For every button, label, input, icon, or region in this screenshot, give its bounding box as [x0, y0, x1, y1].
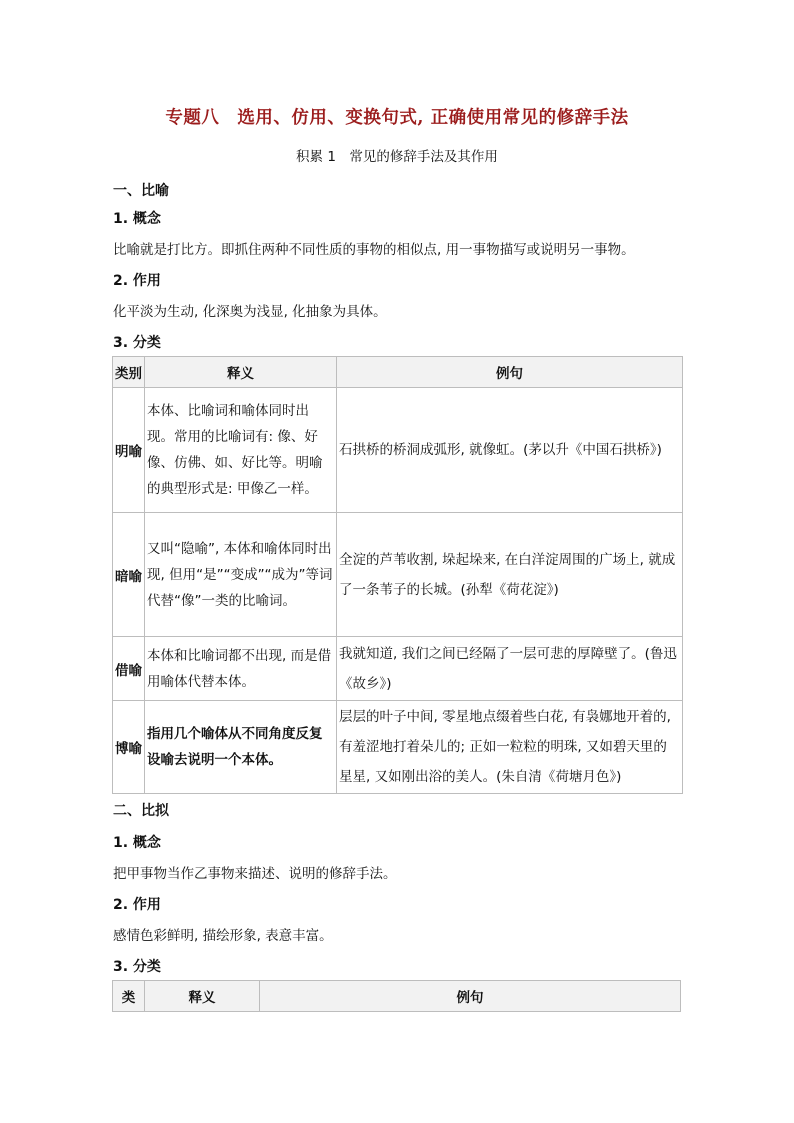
table-header-row — [113, 357, 683, 388]
table-header-category: 类别 — [113, 357, 145, 388]
table-row — [113, 513, 683, 637]
section-heading-personification: 二、比拟 — [113, 803, 169, 819]
concept-text: 把甲事物当作乙事物来描述、说明的修辞手法。 — [113, 866, 397, 882]
row-example: 石拱桥的桥洞成弧形, 就像虹。(茅以升《中国石拱桥》) — [337, 388, 683, 513]
table-header-definition: 释义 — [145, 357, 337, 388]
section-heading-metaphor: 一、比喻 — [113, 183, 169, 199]
row-example: 全淀的芦苇收割, 垛起垛来, 在白洋淀周围的广场上, 就成了一条苇子的长城。(孙犁《荷花淀》) — [337, 513, 683, 637]
personification-table — [112, 980, 681, 1012]
row-category: 明喻 — [113, 388, 145, 513]
function-text: 感情色彩鲜明, 描绘形象, 表意丰富。 — [113, 928, 333, 944]
row-definition: 指用几个喻体从不同角度反复设喻去说明一个本体。 — [145, 701, 337, 794]
concept-heading: 1. 概念 — [113, 835, 161, 851]
table-row — [113, 701, 683, 794]
concept-heading: 1. 概念 — [113, 211, 161, 227]
classify-heading: 3. 分类 — [113, 959, 161, 975]
row-example: 我就知道, 我们之间已经隔了一层可悲的厚障壁了。(鲁迅《故乡》) — [337, 637, 683, 701]
metaphor-table — [112, 356, 683, 794]
concept-text: 比喻就是打比方。即抓住两种不同性质的事物的相似点, 用一事物描写或说明另一事物。 — [113, 242, 635, 258]
table-header-row — [113, 981, 681, 1012]
function-heading: 2. 作用 — [113, 897, 161, 913]
page-title: 专题八 选用、仿用、变换句式, 正确使用常见的修辞手法 — [165, 108, 629, 128]
row-category: 借喻 — [113, 637, 145, 701]
page-subtitle: 积累 1 常见的修辞手法及其作用 — [296, 149, 498, 165]
function-text: 化平淡为生动, 化深奥为浅显, 化抽象为具体。 — [113, 304, 387, 320]
function-heading: 2. 作用 — [113, 273, 161, 289]
table-header-example: 例句 — [260, 981, 681, 1012]
table-header-definition: 释义 — [145, 981, 260, 1012]
row-example: 层层的叶子中间, 零星地点缀着些白花, 有袅娜地开着的, 有羞涩地打着朵儿的; 正如一粒粒的明珠, 又如碧天里的星星, 又如刚出浴的美人。(朱自清《荷塘月色》) — [337, 701, 683, 794]
row-category: 暗喻 — [113, 513, 145, 637]
row-definition: 又叫“隐喻”, 本体和喻体同时出现, 但用“是”“变成”“成为”等词代替“像”一类的比喻词。 — [145, 513, 337, 637]
table-header-category: 类 — [113, 981, 145, 1012]
table-row — [113, 388, 683, 513]
row-definition: 本体和比喻词都不出现, 而是借用喻体代替本体。 — [145, 637, 337, 701]
classify-heading: 3. 分类 — [113, 335, 161, 351]
row-definition: 本体、比喻词和喻体同时出现。常用的比喻词有: 像、好像、仿佛、如、好比等。明喻的典型形式是: 甲像乙一样。 — [145, 388, 337, 513]
table-row — [113, 637, 683, 701]
table-header-example: 例句 — [337, 357, 683, 388]
row-category: 博喻 — [113, 701, 145, 794]
